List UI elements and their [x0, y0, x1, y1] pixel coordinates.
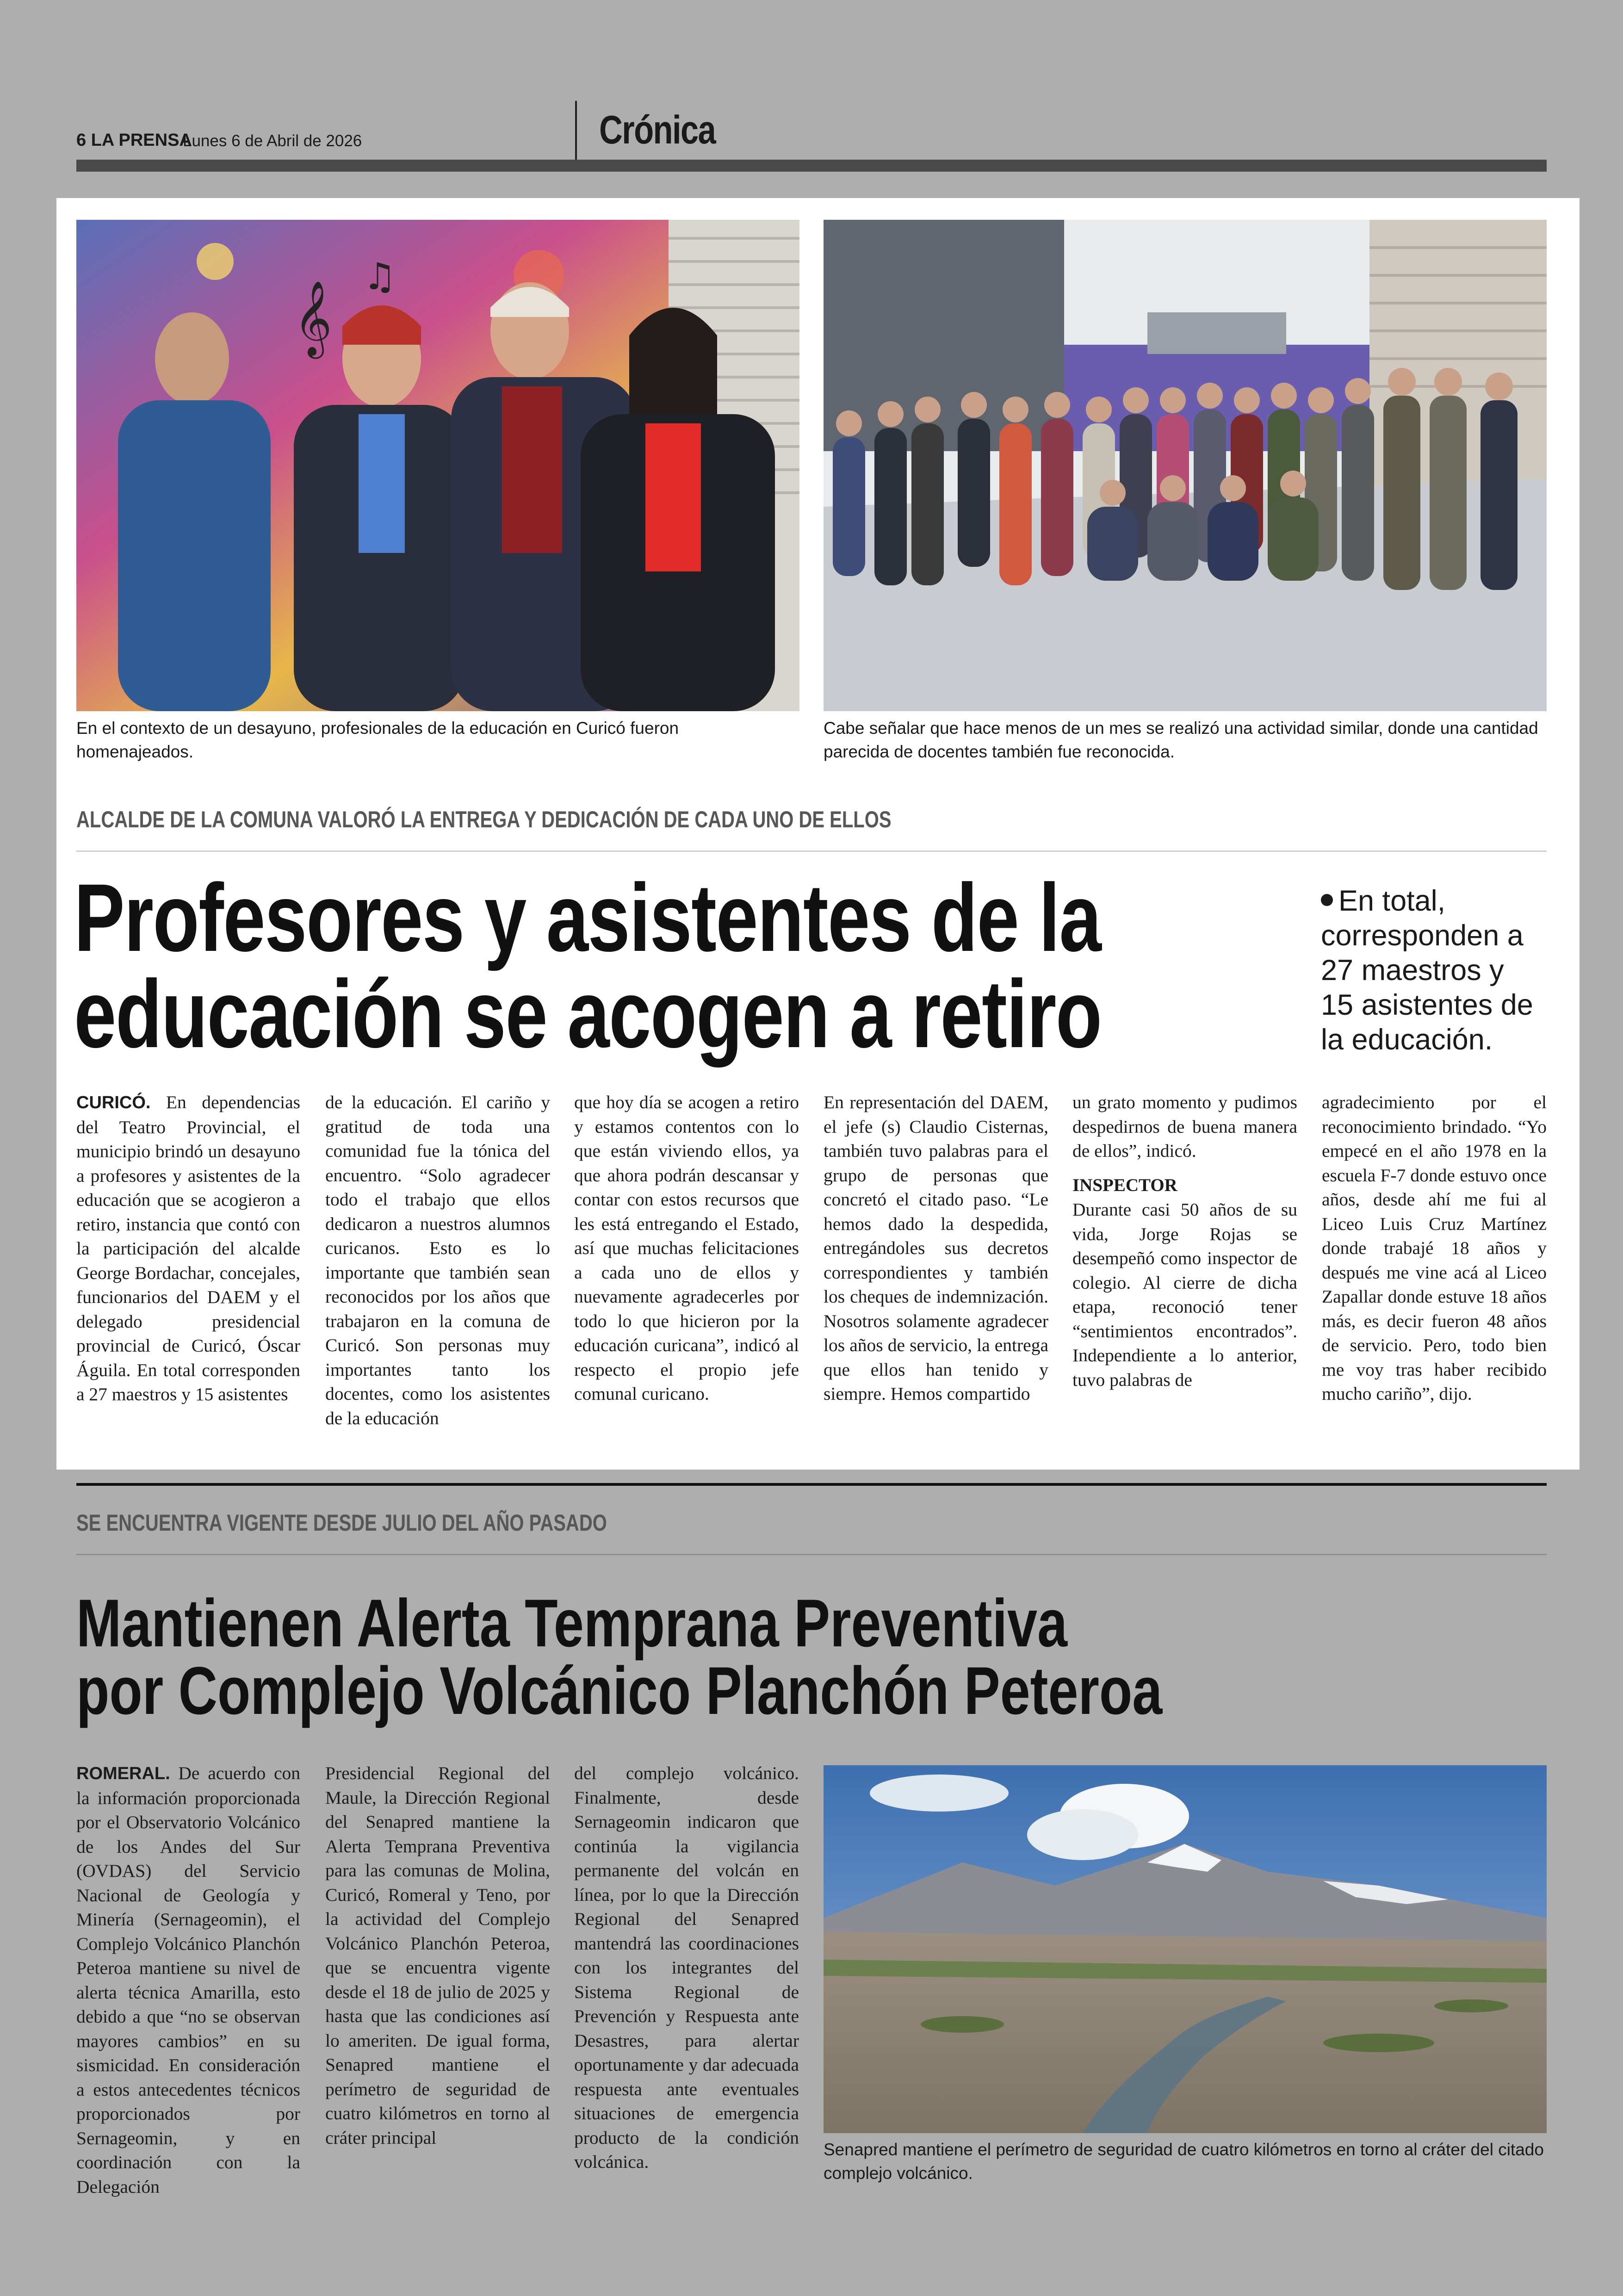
column-text: En representación del DAEM, el jefe (s) Claudio Cisternas, también tuvo palabras para el grupo de personas que concretó el citado paso. “Le hemos dado la despedida, entregándoles sus decretos correspondientes y también los cheques de indemnización. Nosotros solamente agradecer los años de servicio, la entrega que ellos han tenido y siempre. Hemos compartido — [824, 1092, 1048, 1404]
header-rule — [76, 160, 1547, 172]
article1-column-2 — [325, 1090, 550, 1430]
column-text: Presidencial Regional del Maule, la Dirección Regional del Senapred mantiene la Alerta Temprana Preventiva para las comunas de Molina, Curicó, Romeral y Teno, por la actividad del Complejo Volcánico Planchón Peteroa, que se encuentra vigente desde el 18 de julio de 2025 y hasta que las condiciones así lo ameriten. De igual forma, Senapred mantiene el perímetro de seguridad de cuatro kilómetros en torno al cráter principal — [325, 1763, 550, 2148]
bullet-icon — [1321, 894, 1333, 906]
article2-column-2 — [325, 1761, 550, 2150]
photo-volcano — [824, 1765, 1547, 2133]
svg-text:♫: ♫ — [363, 255, 396, 298]
article1-column-5 — [1072, 1090, 1297, 1392]
volcano-photo-caption: Senapred mantiene el perímetro de seguridad de cuatro kilómetros en torno al cráter del citado complejo volcánico. — [824, 2140, 1544, 2183]
column-text: un grato momento y pudimos despedirnos de buena manera de ellos”, indicó. — [1072, 1092, 1297, 1161]
dateline: ROMERAL. — [76, 1764, 170, 1783]
article1-column-4 — [824, 1090, 1048, 1406]
headline-line2: por Complejo Volcánico Planchón Peteroa — [76, 1653, 1163, 1728]
article1-column-3 — [574, 1090, 799, 1406]
photo-retirees-group-small — [76, 220, 799, 711]
column-text: De acuerdo con la información proporcionada por el Observatorio Volcánico de los Andes del Sur (OVDAS) del Servicio Nacional de Geología y Minería (Sernageomin), el Complejo Volcánico Planchón Peteroa mantiene su nivel de alerta técnica Amarilla, esto debido a que “no se observan mayores cambios” en su sismicidad. En consideración a estos antecedentes técnicos proporcionados por Sernageomin, y en coordinación con la Delegación — [76, 1763, 300, 2197]
column-text: Durante casi 50 años de su vida, Jorge Rojas se desempeñó como inspector de colegio. Al cierre de dicha etapa, reconoció tener “sentimientos encontrados”. Independiente a lo anterior, tuvo palabras de — [1072, 1199, 1297, 1390]
issue-date: Lunes 6 de Abril de 2026 — [183, 132, 362, 150]
photo-mural-portrait — [76, 220, 799, 711]
article-separator — [76, 1483, 1547, 1486]
article1-headline — [74, 864, 1102, 1068]
photo2-caption: Cabe señalar que hace menos de un mes se realizó una actividad similar, donde una cantidad parecida de docentes también fue reconocida. — [824, 719, 1538, 761]
headline-line1: Mantienen Alerta Temprana Preventiva — [76, 1585, 1068, 1661]
column-text: de la educación. El cariño y gratitud de toda una comunidad fue la tónica del encuentro. “Solo agradecer todo el trabajo que ellos dedicaron a nuestros alumnos curicanos. Esto es lo importante que también sean reconocidos por los años que trabajaron en la comuna de Curicó. Son personas muy importantes tanto los docentes, como los asistentes de la educación — [325, 1092, 550, 1428]
kicker-rule — [76, 1554, 1547, 1555]
article1-column-1 — [76, 1090, 300, 1407]
svg-text:𝄞: 𝄞 — [294, 280, 332, 356]
article1-column-6 — [1322, 1090, 1547, 1406]
dateline: CURICÓ. — [76, 1093, 151, 1112]
article1-kicker: ALCALDE DE LA COMUNA VALORÓ LA ENTREGA Y DEDICACIÓN DE CADA UNO DE ELLOS — [76, 807, 892, 832]
photo-volcano-landscape — [824, 1765, 1547, 2133]
photo1-caption: En el contexto de un desayuno, profesionales de la educación en Curicó fueron homenajeados. — [76, 719, 679, 761]
headline-line2: educación se acogen a retiro — [74, 961, 1102, 1068]
header-divider — [575, 101, 577, 160]
kicker-rule — [76, 850, 1547, 852]
article2-kicker: SE ENCUENTRA VIGENTE DESDE JULIO DEL AÑO PASADO — [76, 1510, 607, 1536]
column-text: que hoy día se acogen a retiro y estamos contentos con lo que están viviendo ellos, ya que ahora podrán descansar y contar con estos recursos que les está entregando el Estado, así que muchas felicitaciones a cada uno de ellos y nuevamente agradecerles por todo lo que hicieron por la educación curicana”, indicó al respecto el propio jefe comunal curicano. — [574, 1092, 799, 1404]
headline-line1: Profesores y asistentes de la — [74, 864, 1101, 972]
highlight-box — [1321, 884, 1534, 1057]
subheading-inspector: INSPECTOR — [1072, 1175, 1177, 1195]
column-text: En dependencias del Teatro Provincial, el municipio brindó un desayuno a profesores y asistentes de la educación que se acogieron a retiro, instancia que contó con la participación del alcalde George Bordachar, concejales, funcionarios del DAEM y el delegado presidencial provincial de Curicó, Óscar Águila. En total corresponden a 27 maestros y 15 asistentes — [76, 1092, 300, 1404]
section-title: Crónica — [599, 108, 716, 152]
photo-retirees-group-large — [824, 220, 1547, 711]
article2-headline — [76, 1585, 1163, 1728]
column-text: del complejo volcánico. Finalmente, desde Sernageomin indicaron que continúa la vigilancia permanente del volcán en línea, por lo que la Dirección Regional del Senapred mantendrá las coordinaciones con los integrantes del Sistema Regional de Prevención y Respuesta ante Desastres, para alertar oportunamente y dar adecuada respuesta ante eventuales situaciones de emergencia producto de la condición volcánica. — [574, 1763, 799, 2172]
column-text: agradecimiento por el reconocimiento brindado. “Yo empecé en el año 1978 en la escuela F-7 donde estuvo once años, desde ahí me fui al Liceo Luis Cruz Martínez donde trabajé 18 años y después me vine acá al Liceo Zapallar donde estuve 18 años más, es decir fueron 48 años de servicio. Pero, todo bien me voy tras haber recibido mucho cariño”, dijo. — [1322, 1092, 1547, 1404]
photo-group-courtyard — [824, 220, 1547, 711]
article2-column-3 — [574, 1761, 799, 2174]
page-label: 6 LA PRENSA — [76, 130, 192, 150]
highlight-text: En total, corresponden a 27 maestros y 15 asistentes de la educación. — [1321, 885, 1533, 1056]
article2-column-1 — [76, 1761, 300, 2199]
